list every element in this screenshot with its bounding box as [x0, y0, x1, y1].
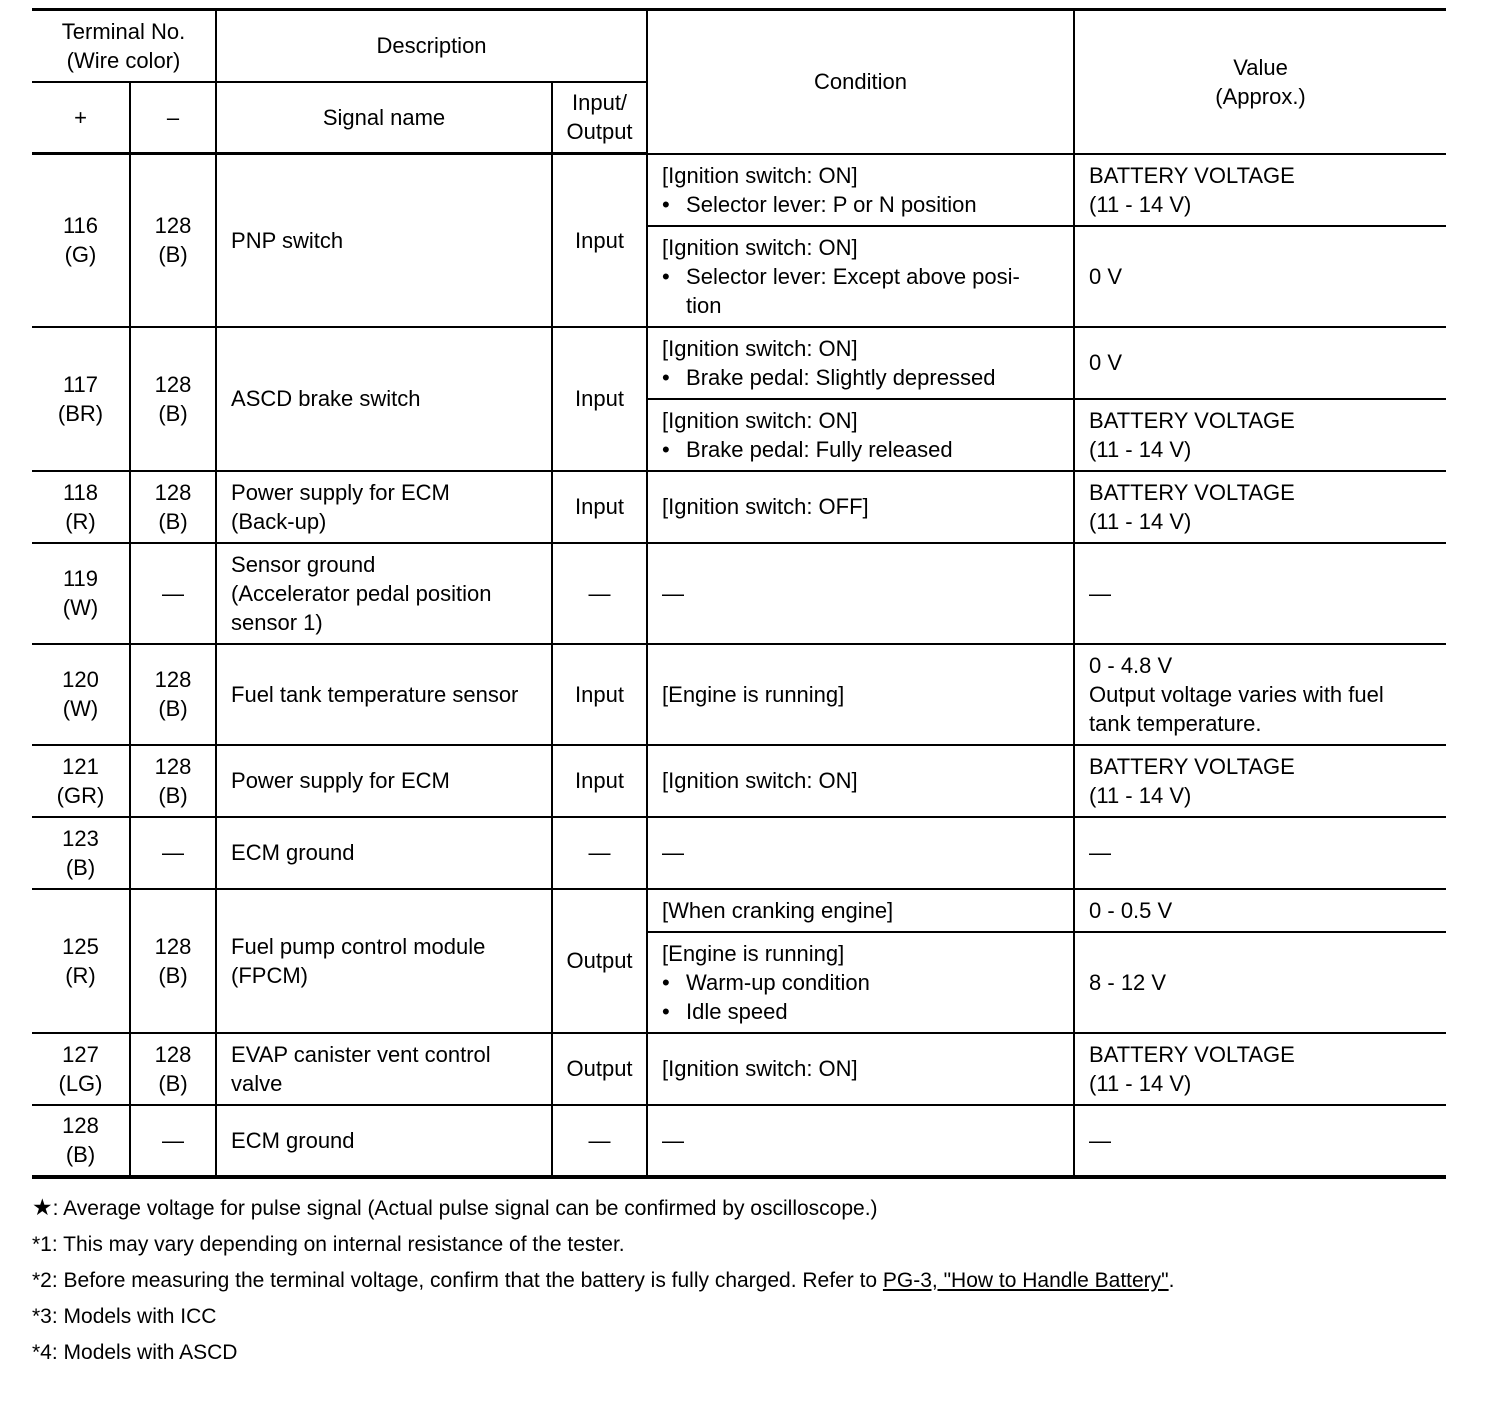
signal-name: ASCD brake switch: [216, 327, 552, 471]
star-icon: ★: [32, 1193, 53, 1220]
note-1: *1: This may vary depending on internal resistance of the tester.: [32, 1232, 625, 1256]
table-row: [32, 327, 1446, 399]
value-cell: —: [1074, 543, 1446, 644]
table-row: [32, 817, 1446, 889]
ecm-terminal-table-page: [32, 8, 1446, 1371]
condition-cell: —: [647, 543, 1074, 644]
minus-terminal: 128 (B): [130, 471, 216, 543]
table-row: [32, 154, 1446, 226]
condition-cell: [Ignition switch: ON] • Brake pedal: Fully released: [647, 399, 1074, 471]
io-type: —: [552, 543, 647, 644]
io-header: Input/ Output: [552, 82, 647, 154]
value-cell: BATTERY VOLTAGE (11 - 14 V): [1074, 745, 1446, 817]
note-4: *4: Models with ASCD: [32, 1340, 238, 1364]
minus-terminal: 128 (B): [130, 154, 216, 327]
io-type: —: [552, 1105, 647, 1177]
condition-cell: —: [647, 817, 1074, 889]
condition-cell: [Ignition switch: ON]: [647, 1033, 1074, 1105]
io-type: Input: [552, 471, 647, 543]
note-2: *2: Before measuring the terminal voltage, confirm that the battery is fully charged. Refer to PG-3, "How to Handle Battery".: [32, 1268, 1175, 1292]
table-row: [32, 1033, 1446, 1105]
condition-cell: [Engine is running] • Warm-up condition • Idle speed: [647, 932, 1074, 1033]
io-type: Input: [552, 154, 647, 327]
plus-terminal: 118 (R): [32, 471, 130, 543]
plus-terminal: 120 (W): [32, 644, 130, 745]
minus-terminal: —: [130, 817, 216, 889]
plus-terminal: 123 (B): [32, 817, 130, 889]
table-row: [32, 543, 1446, 644]
condition-header: Condition: [647, 10, 1074, 154]
value-cell: —: [1074, 817, 1446, 889]
value-header: Value (Approx.): [1074, 10, 1446, 154]
minus-terminal: 128 (B): [130, 644, 216, 745]
table-row: [32, 889, 1446, 932]
description-header: Description: [216, 10, 647, 82]
plus-terminal: 119 (W): [32, 543, 130, 644]
minus-header: –: [130, 82, 216, 154]
plus-terminal: 116 (G): [32, 154, 130, 327]
plus-terminal: 117 (BR): [32, 327, 130, 471]
minus-terminal: 128 (B): [130, 889, 216, 1033]
value-cell: 0 V: [1074, 226, 1446, 327]
signal-name: Sensor ground (Accelerator pedal position sensor 1): [216, 543, 552, 644]
signal-name: Fuel tank temperature sensor: [216, 644, 552, 745]
minus-terminal: 128 (B): [130, 745, 216, 817]
signal-name: ECM ground: [216, 1105, 552, 1177]
condition-cell: [Ignition switch: ON] • Selector lever: P or N position: [647, 154, 1074, 226]
note-3: *3: Models with ICC: [32, 1304, 217, 1328]
io-type: Input: [552, 745, 647, 817]
io-type: Input: [552, 327, 647, 471]
value-cell: 0 - 0.5 V: [1074, 889, 1446, 932]
value-cell: BATTERY VOLTAGE (11 - 14 V): [1074, 1033, 1446, 1105]
io-type: Output: [552, 1033, 647, 1105]
table-row: [32, 471, 1446, 543]
signal-name: ECM ground: [216, 817, 552, 889]
condition-cell: [Engine is running]: [647, 644, 1074, 745]
io-type: —: [552, 817, 647, 889]
io-type: Output: [552, 889, 647, 1033]
value-cell: 0 - 4.8 V Output voltage varies with fuel tank temperature.: [1074, 644, 1446, 745]
table-row: [32, 644, 1446, 745]
signal-name: EVAP canister vent control valve: [216, 1033, 552, 1105]
condition-cell: —: [647, 1105, 1074, 1177]
condition-cell: [When cranking engine]: [647, 889, 1074, 932]
value-cell: BATTERY VOLTAGE (11 - 14 V): [1074, 471, 1446, 543]
terminal-table: [32, 8, 1446, 1179]
terminal-no-header: Terminal No. (Wire color): [32, 10, 216, 82]
io-type: Input: [552, 644, 647, 745]
value-cell: BATTERY VOLTAGE (11 - 14 V): [1074, 154, 1446, 226]
signal-name: PNP switch: [216, 154, 552, 327]
pg3-battery-link[interactable]: PG-3, "How to Handle Battery": [882, 1268, 1169, 1292]
condition-cell: [Ignition switch: ON] • Selector lever: Except above posi- tion: [647, 226, 1074, 327]
minus-terminal: 128 (B): [130, 327, 216, 471]
footnotes: [32, 1189, 1446, 1371]
minus-terminal: —: [130, 543, 216, 644]
plus-terminal: 121 (GR): [32, 745, 130, 817]
value-cell: 0 V: [1074, 327, 1446, 399]
value-cell: —: [1074, 1105, 1446, 1177]
value-cell: 8 - 12 V: [1074, 932, 1446, 1033]
plus-terminal: 128 (B): [32, 1105, 130, 1177]
table-row: [32, 1105, 1446, 1177]
header-row: [32, 10, 1446, 82]
signal-name: Fuel pump control module (FPCM): [216, 889, 552, 1033]
signal-name: Power supply for ECM (Back-up): [216, 471, 552, 543]
signal-name: Power supply for ECM: [216, 745, 552, 817]
value-cell: BATTERY VOLTAGE (11 - 14 V): [1074, 399, 1446, 471]
table-row: [32, 745, 1446, 817]
condition-cell: [Ignition switch: ON]: [647, 745, 1074, 817]
signal-name-header: Signal name: [216, 82, 552, 154]
minus-terminal: 128 (B): [130, 1033, 216, 1105]
note-star: ★: Average voltage for pulse signal (Actual pulse signal can be confirmed by oscilloscope.): [32, 1193, 878, 1220]
condition-cell: [Ignition switch: ON] • Brake pedal: Slightly depressed: [647, 327, 1074, 399]
plus-terminal: 127 (LG): [32, 1033, 130, 1105]
plus-header: +: [32, 82, 130, 154]
condition-cell: [Ignition switch: OFF]: [647, 471, 1074, 543]
minus-terminal: —: [130, 1105, 216, 1177]
plus-terminal: 125 (R): [32, 889, 130, 1033]
